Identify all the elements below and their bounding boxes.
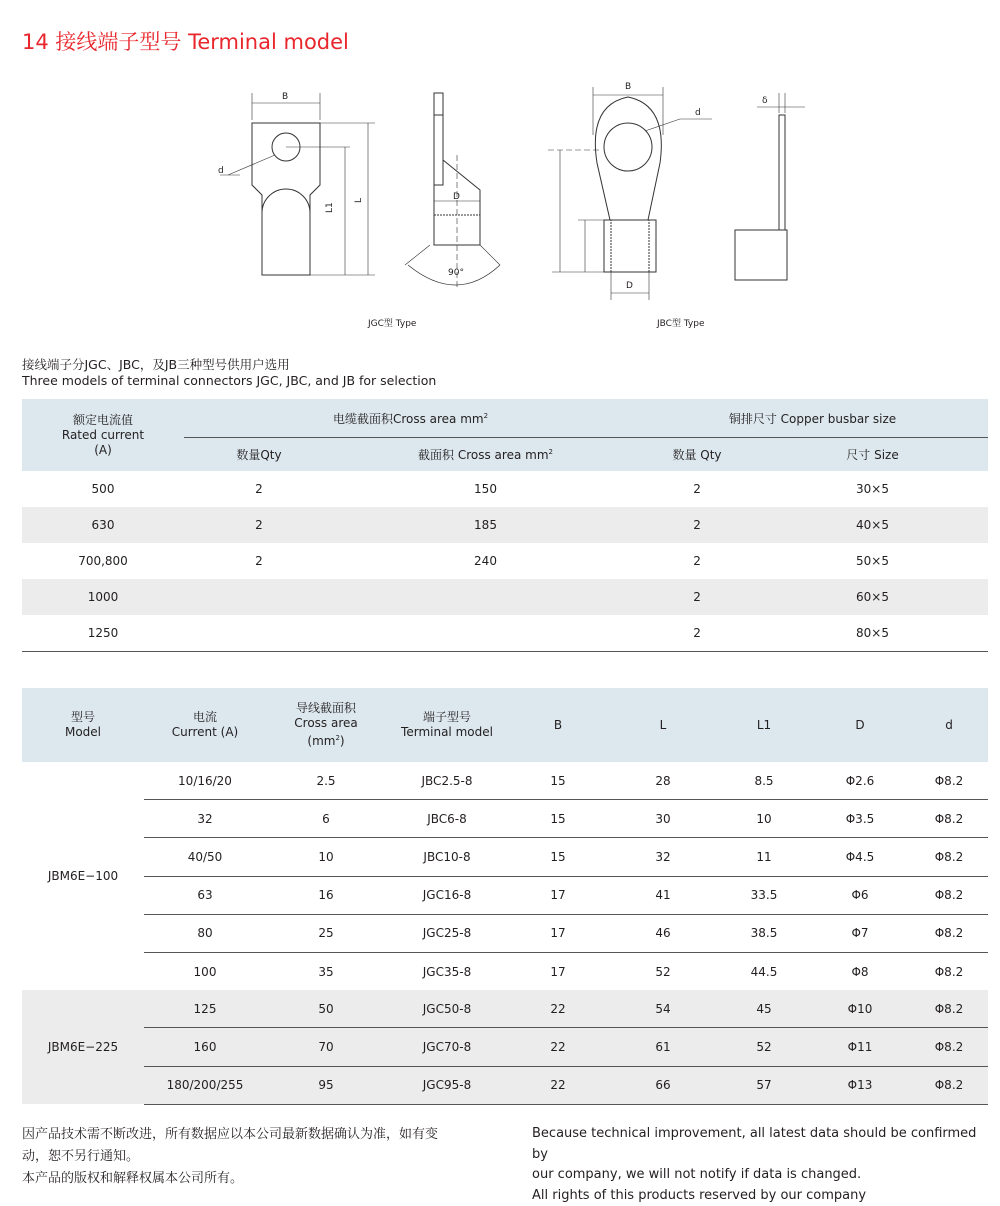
table-row: 630 2 185 2 40×5 <box>22 507 988 543</box>
l1-header: L1 <box>756 717 772 732</box>
table-row: JBM6E−100 10/16/20 2.5 JBC2.5-8 15 28 8.5 Φ2.6 Φ8.2 <box>22 762 988 800</box>
b-header: B <box>553 717 563 732</box>
busbar-qty-header: 数量 Qty <box>672 448 722 462</box>
dim-jgc-d-label: D <box>453 192 460 202</box>
area-header: 导线截面积 Cross area $(mm^2)$ <box>294 701 358 748</box>
table-row: 180/200/255 95 JGC95-8 22 66 57 Φ13 Φ8.2 <box>22 1066 988 1104</box>
intro-cn: 接线端子分JGC、JBC，及JB三种型号供用户选用 <box>22 357 290 372</box>
big-d-header: D <box>855 717 865 732</box>
table-row: 1250 2 80×5 <box>22 615 988 652</box>
intro-text <box>22 357 436 389</box>
page-title: 14 接线端子型号 Terminal model <box>22 30 349 54</box>
dim-delta-label: δ <box>762 96 768 106</box>
table-row: 1000 2 60×5 <box>22 579 988 615</box>
cable-group-header: 电缆截面积Cross area $mm^2$ <box>184 399 637 438</box>
terminal-drawings <box>0 75 1000 345</box>
cable-qty-header: 数量Qty <box>236 448 282 462</box>
model-cell: JBM6E−225 <box>47 1040 119 1055</box>
dim-l1-label: L1 <box>325 202 335 213</box>
table-row: 500 2 150 2 30×5 <box>91 482 889 496</box>
dim-jbc-d-label: d <box>695 108 701 118</box>
dim-d-label: d <box>218 166 224 176</box>
dim-l-label: L <box>354 197 364 203</box>
footer-cn: 因产品技术需不断改进，所有数据应以本公司最新数据确认为准，如有变 动，恕不另行通知。 本产品的版权和解释权属本公司所有。 <box>22 1127 439 1186</box>
small-d-header: d <box>945 717 953 732</box>
busbar-group-header: 铜排尺寸 Copper busbar size <box>637 399 988 438</box>
table-row: 40/50 10 JBC10-8 15 32 11 Φ4.5 Φ8.2 <box>22 838 988 876</box>
jbc-side-view <box>735 93 805 280</box>
table-row: 160 70 JGC70-8 22 61 52 Φ11 Φ8.2 <box>22 1028 988 1066</box>
dim-b-label: B <box>282 92 289 102</box>
rated-current-table <box>22 399 988 652</box>
terminal-header: 端子型号 Terminal model <box>401 710 493 739</box>
table-row: 80 25 JGC25-8 17 46 38.5 Φ7 Φ8.2 <box>22 914 988 952</box>
jbc-front-view <box>548 87 712 300</box>
table-row: 32 6 JBC6-8 15 30 10 Φ3.5 Φ8.2 <box>22 800 988 838</box>
table-row: 700,800 2 240 2 50×5 <box>78 554 889 568</box>
l-header: L <box>659 717 667 732</box>
angle-label: 90° <box>448 268 464 278</box>
model-header: 型号 Model <box>64 710 102 739</box>
jgc-caption: JGC型 Type <box>368 319 417 329</box>
dim-jbc-big-d-label: D <box>626 281 633 291</box>
table-row: JBM6E−225 125 50 JGC50-8 22 54 45 Φ10 Φ8.2 <box>22 990 988 1028</box>
table-row: 100 35 JGC35-8 17 52 44.5 Φ8 Φ8.2 <box>22 952 988 990</box>
table-row: 63 16 JGC16-8 17 41 33.5 Φ6 Φ8.2 <box>22 876 988 914</box>
footer-en: Because technical improvement, all latest data should be confirmed by our company, we will not notify if data is changed. All rights of this products reserved by our company <box>532 1126 977 1203</box>
busbar-size-header: 尺寸 Size <box>846 448 899 462</box>
terminal-model-table <box>22 688 988 1105</box>
cable-area-header: 截面积 Cross area $mm^2$ <box>418 448 553 462</box>
jgc-front-view <box>220 93 375 275</box>
model-cell: JBM6E−100 <box>47 869 119 884</box>
intro-en: Three models of terminal connectors JGC, JBC, and JB for selection <box>22 373 437 388</box>
current-header: 电流 Current (A) <box>171 710 239 739</box>
jbc-caption: JBC型 Type <box>657 319 705 329</box>
rated-current-header: 额定电流值 Rated current (A) <box>61 412 145 457</box>
dim-jbc-b-label: B <box>625 82 632 92</box>
